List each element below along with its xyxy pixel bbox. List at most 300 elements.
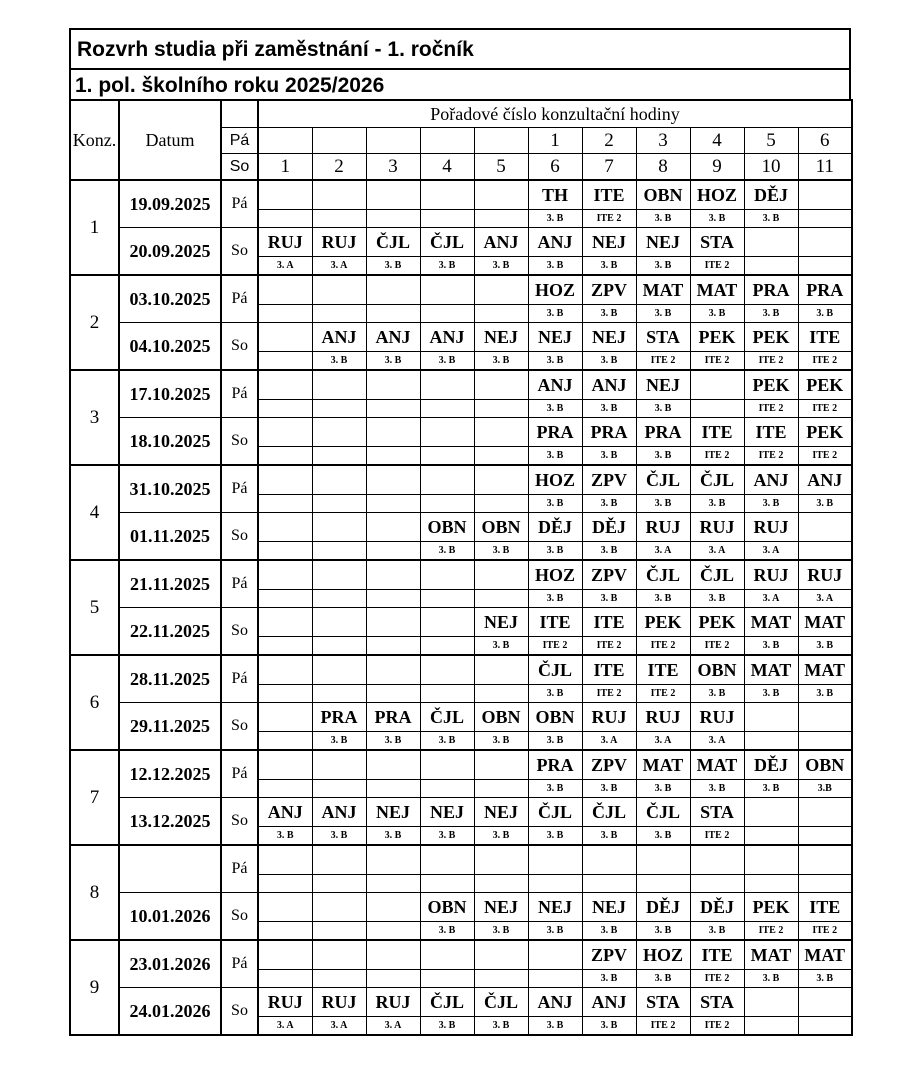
room-cell: 3. B: [636, 447, 690, 466]
room-cell: [258, 970, 312, 988]
schedule-day-row: [70, 180, 852, 210]
subject-cell: [312, 513, 366, 542]
day-cell: Pá: [221, 940, 258, 988]
schedule-day-row: [70, 560, 852, 590]
date-cell: 03.10.2025: [119, 275, 221, 323]
subject-cell: RUJ: [744, 513, 798, 542]
subject-cell: RUJ: [798, 560, 852, 590]
room-cell: [474, 210, 528, 228]
room-cell: 3. B: [420, 732, 474, 751]
subject-cell: [312, 655, 366, 685]
room-cell: 3. B: [528, 590, 582, 608]
subject-cell: ITE: [582, 655, 636, 685]
room-cell: 3. B: [690, 495, 744, 513]
page-subtitle: 1. pol. školního roku 2025/2026: [69, 68, 851, 99]
room-cell: [258, 637, 312, 656]
room-cell: 3. B: [474, 637, 528, 656]
subject-cell: PEK: [636, 608, 690, 637]
room-cell: 3. B: [636, 305, 690, 323]
room-cell: 3. B: [474, 732, 528, 751]
date-cell: 29.11.2025: [119, 703, 221, 751]
subject-cell: DĚJ: [636, 893, 690, 922]
room-cell: 3. B: [636, 495, 690, 513]
pa-hour-number: [258, 128, 312, 154]
subject-cell: STA: [690, 228, 744, 257]
room-cell: 3. A: [744, 590, 798, 608]
schedule-day-row: [70, 750, 852, 780]
room-cell: 3. B: [636, 780, 690, 798]
subject-cell: STA: [636, 323, 690, 352]
subject-cell: [420, 940, 474, 970]
room-cell: [420, 210, 474, 228]
subject-cell: [366, 608, 420, 637]
room-cell: 3. B: [744, 637, 798, 656]
subject-cell: PRA: [744, 275, 798, 305]
subject-cell: ANJ: [474, 228, 528, 257]
room-cell: 3.B: [798, 780, 852, 798]
room-cell: 3. B: [474, 542, 528, 561]
room-cell: [798, 210, 852, 228]
subject-cell: [420, 370, 474, 400]
subject-cell: [258, 180, 312, 210]
room-cell: [258, 210, 312, 228]
subject-cell: [636, 845, 690, 875]
so-hour-number: 6: [528, 154, 582, 181]
date-cell: 28.11.2025: [119, 655, 221, 703]
subject-cell: [258, 513, 312, 542]
subject-cell: MAT: [798, 608, 852, 637]
room-cell: 3. B: [582, 257, 636, 276]
room-cell: 3. B: [744, 780, 798, 798]
room-cell: [744, 875, 798, 893]
room-cell: [312, 447, 366, 466]
subject-cell: [474, 370, 528, 400]
day-cell: So: [221, 988, 258, 1036]
room-cell: 3. B: [582, 447, 636, 466]
room-cell: 3. A: [636, 542, 690, 561]
room-cell: 3. B: [744, 685, 798, 703]
room-cell: 3. B: [528, 685, 582, 703]
room-cell: [258, 685, 312, 703]
subject-cell: [366, 940, 420, 970]
day-header-blank: [221, 100, 258, 128]
subject-cell: NEJ: [582, 323, 636, 352]
room-cell: [258, 732, 312, 751]
room-cell: 3. B: [528, 400, 582, 418]
room-cell: [474, 780, 528, 798]
date-cell: 31.10.2025: [119, 465, 221, 513]
room-cell: [798, 1017, 852, 1036]
subject-cell: [744, 703, 798, 732]
room-cell: 3. B: [420, 922, 474, 941]
room-cell: 3. B: [636, 590, 690, 608]
room-cell: 3. B: [636, 922, 690, 941]
subject-cell: ITE: [744, 418, 798, 447]
day-cell: So: [221, 893, 258, 941]
room-cell: [744, 1017, 798, 1036]
room-cell: 3. B: [312, 827, 366, 846]
room-cell: [474, 305, 528, 323]
subject-cell: [474, 180, 528, 210]
room-cell: [798, 542, 852, 561]
room-cell: [744, 827, 798, 846]
room-cell: 3. B: [582, 827, 636, 846]
subject-cell: OBN: [690, 655, 744, 685]
subject-cell: RUJ: [258, 988, 312, 1017]
room-cell: 3. B: [798, 685, 852, 703]
subject-cell: ITE: [582, 180, 636, 210]
subject-cell: MAT: [636, 750, 690, 780]
page-title: Rozvrh studia při zaměstnání - 1. ročník: [69, 28, 851, 68]
subject-cell: ANJ: [258, 798, 312, 827]
room-cell: 3. B: [366, 732, 420, 751]
room-cell: 3. B: [690, 780, 744, 798]
subject-cell: TH: [528, 180, 582, 210]
room-cell: [420, 590, 474, 608]
subject-cell: PEK: [744, 323, 798, 352]
so-hour-number: 9: [690, 154, 744, 181]
room-cell: ITE 2: [690, 352, 744, 371]
konzultace-number: 4: [70, 465, 119, 560]
room-cell: [312, 780, 366, 798]
subject-cell: [258, 560, 312, 590]
room-cell: [312, 495, 366, 513]
subject-cell: NEJ: [366, 798, 420, 827]
room-cell: [474, 590, 528, 608]
date-cell: 18.10.2025: [119, 418, 221, 466]
subject-cell: NEJ: [474, 608, 528, 637]
room-cell: 3. B: [582, 495, 636, 513]
subject-cell: NEJ: [582, 893, 636, 922]
schedule-sheet: [69, 28, 851, 1036]
pa-hour-number: 4: [690, 128, 744, 154]
room-cell: [312, 210, 366, 228]
subject-cell: [798, 228, 852, 257]
so-hour-number: 4: [420, 154, 474, 181]
subject-cell: ITE: [798, 323, 852, 352]
room-cell: ITE 2: [690, 637, 744, 656]
room-cell: 3. A: [744, 542, 798, 561]
subject-cell: RUJ: [744, 560, 798, 590]
room-cell: [258, 495, 312, 513]
subject-cell: [366, 275, 420, 305]
subject-cell: [366, 418, 420, 447]
room-cell: [312, 970, 366, 988]
subject-cell: MAT: [744, 608, 798, 637]
subject-cell: [528, 845, 582, 875]
subject-cell: [474, 655, 528, 685]
date-cell: 21.11.2025: [119, 560, 221, 608]
subject-cell: MAT: [798, 940, 852, 970]
konzultace-number: 2: [70, 275, 119, 370]
subject-cell: ZPV: [582, 275, 636, 305]
room-cell: 3. B: [690, 210, 744, 228]
subject-cell: [258, 608, 312, 637]
subject-cell: ANJ: [528, 988, 582, 1017]
room-cell: [366, 495, 420, 513]
room-cell: ITE 2: [690, 970, 744, 988]
subject-cell: [420, 845, 474, 875]
room-cell: ITE 2: [744, 922, 798, 941]
room-cell: [366, 210, 420, 228]
room-cell: [474, 970, 528, 988]
room-cell: 3. A: [366, 1017, 420, 1036]
subject-cell: [420, 180, 474, 210]
subject-cell: [690, 370, 744, 400]
subject-cell: [258, 750, 312, 780]
so-hour-number: 1: [258, 154, 312, 181]
room-cell: 3. B: [420, 352, 474, 371]
subject-cell: ANJ: [420, 323, 474, 352]
room-cell: [420, 875, 474, 893]
subject-cell: ČJL: [582, 798, 636, 827]
subject-cell: ČJL: [528, 798, 582, 827]
subject-cell: [582, 845, 636, 875]
room-cell: [258, 780, 312, 798]
room-cell: 3. B: [636, 400, 690, 418]
subject-cell: ANJ: [312, 323, 366, 352]
pa-hour-number: 1: [528, 128, 582, 154]
schedule-day-row: [70, 418, 852, 447]
subject-cell: ANJ: [528, 228, 582, 257]
subject-cell: ČJL: [420, 988, 474, 1017]
subject-cell: [744, 845, 798, 875]
schedule-day-row: [70, 940, 852, 970]
room-cell: [366, 970, 420, 988]
subject-cell: [312, 845, 366, 875]
subject-cell: [366, 370, 420, 400]
room-cell: ITE 2: [798, 400, 852, 418]
day-cell: So: [221, 228, 258, 276]
room-cell: [312, 922, 366, 941]
room-cell: 3. B: [528, 305, 582, 323]
room-cell: [366, 447, 420, 466]
room-cell: 3. B: [582, 542, 636, 561]
subject-cell: STA: [636, 988, 690, 1017]
room-cell: [690, 400, 744, 418]
room-cell: [474, 400, 528, 418]
konzultace-number: 3: [70, 370, 119, 465]
subject-cell: HOZ: [528, 275, 582, 305]
subject-cell: [258, 465, 312, 495]
date-cell: 24.01.2026: [119, 988, 221, 1036]
room-cell: 3. B: [798, 637, 852, 656]
day-cell: Pá: [221, 655, 258, 703]
room-cell: [366, 400, 420, 418]
subject-cell: DĚJ: [744, 180, 798, 210]
subject-cell: [366, 560, 420, 590]
subject-cell: DĚJ: [744, 750, 798, 780]
subject-cell: ČJL: [636, 560, 690, 590]
room-cell: ITE 2: [582, 685, 636, 703]
subject-cell: OBN: [798, 750, 852, 780]
subject-cell: ITE: [528, 608, 582, 637]
subject-cell: RUJ: [636, 703, 690, 732]
schedule-day-row: [70, 608, 852, 637]
subject-cell: RUJ: [636, 513, 690, 542]
room-cell: 3. A: [636, 732, 690, 751]
subject-cell: ITE: [690, 418, 744, 447]
subject-cell: [474, 418, 528, 447]
room-cell: 3. B: [312, 352, 366, 371]
room-cell: [366, 542, 420, 561]
subject-cell: ČJL: [690, 465, 744, 495]
subject-cell: [474, 940, 528, 970]
subject-cell: PRA: [366, 703, 420, 732]
subject-cell: ANJ: [744, 465, 798, 495]
room-cell: 3. B: [420, 827, 474, 846]
subject-cell: [744, 798, 798, 827]
subject-cell: [258, 370, 312, 400]
room-cell: 3. B: [582, 1017, 636, 1036]
room-cell: 3. B: [366, 352, 420, 371]
room-cell: 3. B: [636, 827, 690, 846]
subject-cell: [312, 560, 366, 590]
schedule-day-row: [70, 798, 852, 827]
room-cell: [798, 257, 852, 276]
room-cell: [420, 780, 474, 798]
date-cell: 19.09.2025: [119, 180, 221, 228]
room-cell: 3. A: [258, 1017, 312, 1036]
room-cell: 3. B: [474, 257, 528, 276]
pa-hour-number: [474, 128, 528, 154]
date-cell: 20.09.2025: [119, 228, 221, 276]
date-cell: 13.12.2025: [119, 798, 221, 846]
room-cell: 3. A: [312, 257, 366, 276]
room-cell: [798, 827, 852, 846]
subject-cell: NEJ: [582, 228, 636, 257]
room-cell: 3. B: [528, 495, 582, 513]
room-cell: [312, 542, 366, 561]
date-cell: 04.10.2025: [119, 323, 221, 371]
room-cell: [690, 875, 744, 893]
subject-cell: [366, 465, 420, 495]
room-cell: [474, 875, 528, 893]
subject-cell: ZPV: [582, 940, 636, 970]
room-cell: [312, 305, 366, 323]
room-cell: ITE 2: [798, 922, 852, 941]
room-cell: [258, 352, 312, 371]
subject-cell: RUJ: [690, 703, 744, 732]
room-cell: [258, 542, 312, 561]
room-cell: ITE 2: [582, 637, 636, 656]
room-cell: 3. B: [798, 305, 852, 323]
room-cell: 3. B: [798, 495, 852, 513]
subject-cell: MAT: [690, 750, 744, 780]
day-cell: Pá: [221, 180, 258, 228]
room-cell: 3. B: [744, 210, 798, 228]
room-cell: ITE 2: [744, 447, 798, 466]
subject-cell: ZPV: [582, 560, 636, 590]
subject-cell: [420, 418, 474, 447]
room-cell: 3. B: [690, 922, 744, 941]
room-cell: [420, 685, 474, 703]
schedule-day-row: [70, 275, 852, 305]
subject-cell: [690, 845, 744, 875]
room-cell: ITE 2: [690, 827, 744, 846]
pa-hour-number: 2: [582, 128, 636, 154]
subject-cell: [420, 275, 474, 305]
room-cell: 3. B: [258, 827, 312, 846]
room-cell: [420, 447, 474, 466]
subject-cell: [312, 465, 366, 495]
subject-cell: PRA: [582, 418, 636, 447]
room-cell: [366, 875, 420, 893]
konz-header: Konz.: [70, 100, 119, 180]
subject-cell: [258, 940, 312, 970]
subject-cell: HOZ: [528, 465, 582, 495]
room-cell: [582, 875, 636, 893]
subject-cell: MAT: [690, 275, 744, 305]
date-cell: 12.12.2025: [119, 750, 221, 798]
room-cell: 3. A: [312, 1017, 366, 1036]
subject-cell: HOZ: [528, 560, 582, 590]
hours-caption: Pořadové číslo konzultační hodiny: [258, 100, 852, 128]
pa-hour-number: 6: [798, 128, 852, 154]
subject-cell: [474, 750, 528, 780]
subject-cell: NEJ: [474, 893, 528, 922]
room-cell: 3. B: [582, 400, 636, 418]
room-cell: 3. B: [312, 732, 366, 751]
subject-cell: PEK: [744, 370, 798, 400]
subject-cell: [366, 513, 420, 542]
room-cell: [420, 400, 474, 418]
room-cell: 3. A: [798, 590, 852, 608]
subject-cell: HOZ: [636, 940, 690, 970]
subject-cell: OBN: [420, 513, 474, 542]
subject-cell: ZPV: [582, 465, 636, 495]
room-cell: [258, 447, 312, 466]
subject-cell: PRA: [528, 750, 582, 780]
schedule-day-row: [70, 323, 852, 352]
subject-cell: [474, 275, 528, 305]
room-cell: 3. B: [582, 305, 636, 323]
schedule-day-row: [70, 893, 852, 922]
subject-cell: [798, 988, 852, 1017]
subject-cell: DĚJ: [690, 893, 744, 922]
room-cell: 3. B: [690, 305, 744, 323]
room-cell: [420, 637, 474, 656]
room-cell: 3. B: [474, 922, 528, 941]
konzultace-number: 8: [70, 845, 119, 940]
day-cell: So: [221, 608, 258, 656]
subject-cell: MAT: [636, 275, 690, 305]
day-label-so: So: [221, 154, 258, 181]
subject-cell: RUJ: [366, 988, 420, 1017]
so-hour-number: 8: [636, 154, 690, 181]
room-cell: [420, 970, 474, 988]
subject-cell: NEJ: [528, 323, 582, 352]
subject-cell: NEJ: [528, 893, 582, 922]
day-cell: So: [221, 323, 258, 371]
subject-cell: ČJL: [690, 560, 744, 590]
room-cell: 3. B: [366, 827, 420, 846]
subject-cell: [420, 560, 474, 590]
so-hour-number: 5: [474, 154, 528, 181]
subject-cell: ANJ: [582, 370, 636, 400]
subject-cell: [312, 180, 366, 210]
subject-cell: RUJ: [312, 988, 366, 1017]
room-cell: [258, 400, 312, 418]
room-cell: ITE 2: [582, 210, 636, 228]
room-cell: 3. B: [528, 732, 582, 751]
konzultace-number: 7: [70, 750, 119, 845]
room-cell: 3. A: [582, 732, 636, 751]
day-label-pa: Pá: [221, 128, 258, 154]
room-cell: [366, 637, 420, 656]
room-cell: 3. B: [690, 685, 744, 703]
room-cell: ITE 2: [636, 1017, 690, 1036]
